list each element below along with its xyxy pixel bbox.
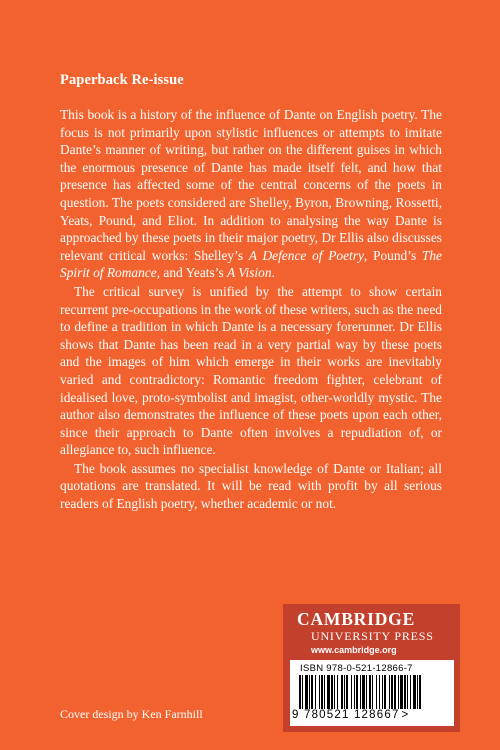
description-text: , and Yeats’s	[156, 265, 228, 281]
cover-design-credit: Cover design by Ken Farnhill	[60, 707, 203, 721]
barcode-panel	[290, 660, 454, 726]
barcode-end-mark: >	[401, 709, 410, 721]
book-description	[60, 106, 442, 513]
description-text: , Pound’s	[363, 247, 422, 263]
publisher-block	[283, 604, 460, 732]
work-title-defence-of-poetry: A Defence of Poetry	[248, 247, 364, 263]
publisher-url: www.cambridge.org	[311, 645, 397, 655]
reissue-heading: Paperback Re-issue	[60, 72, 184, 88]
description-paragraph-1	[60, 106, 442, 282]
description-text: This book is a history of the influence of Dante on English poetry. The focus is not primarily upon stylistic influences or attempts to imitate Dante’s manner of writing, but rather on the different guises in which the enormous presence of Dante has made itself felt, and how that presence has affected some of the central concerns of the poets in question. The poets considered are Shelley, Byron, Browning, Rossetti, Yeats, Pound, and Eliot. In addition to analysing the way Dante is approached by these poets in their major poetry, Dr Ellis also discusses relevant critical works: Shelley’s	[60, 107, 442, 263]
work-title-a-vision: A Vision	[227, 265, 272, 281]
barcode-number: 9 780521 128667	[292, 709, 400, 721]
barcode-digits	[292, 709, 452, 721]
description-paragraph-3: The book assumes no specialist knowledge of Dante or Italian; all quotations are translated. It will be read with profit by all serious readers of English poetry, whether academic or not.	[60, 460, 442, 512]
work-title-spirit-of-romance: The Spirit of Romance	[60, 247, 442, 281]
description-paragraph-2: The critical survey is unified by the attempt to show certain recurrent pre-occupations in the work of these writers, such as the need to define a tradition in which Dante is a necessary forerunner. Dr Ellis shows that Dante has been read in a very partial way by these poets and the images of him which emerge in their works are inevitably varied and contradictory: Romantic freedom fighter, celebrant of idealised love, proto-symbolist and imagist, other-worldly mystic. The author also demonstrates the influence of these poets upon each other, since their approach to Dante often involves a repudiation of, or allegiance to, such influence.	[60, 283, 442, 458]
description-text: .	[271, 265, 275, 281]
publisher-press: UNIVERSITY PRESS	[311, 629, 434, 643]
isbn-label: ISBN 978-0-521-12866-7	[300, 663, 413, 674]
publisher-name: CAMBRIDGE	[297, 609, 416, 629]
barcode-bars-icon	[299, 675, 445, 709]
